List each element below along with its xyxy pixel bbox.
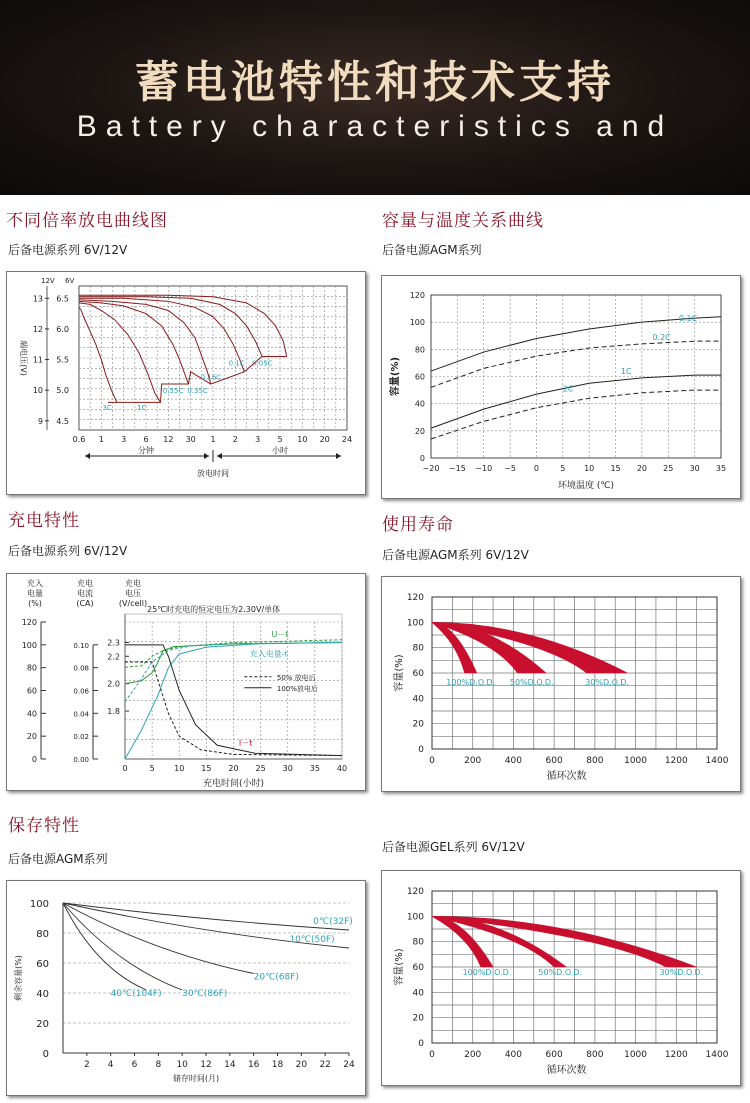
y-tick-label: 20 bbox=[36, 1019, 49, 1030]
discharge-chart bbox=[7, 272, 365, 494]
x-tick-label: 1400 bbox=[705, 1050, 729, 1060]
y-tick-12v: 10 bbox=[32, 386, 43, 396]
x-tick-label: 1200 bbox=[664, 1050, 688, 1060]
x-tick-label: 2 bbox=[232, 435, 238, 444]
y-tick-label: 60 bbox=[412, 963, 424, 973]
capacity-curve-100 bbox=[125, 643, 342, 759]
x-tick-label: 1000 bbox=[624, 1050, 648, 1060]
series-label: 30℃(86F) bbox=[182, 989, 228, 999]
x-tick-label: 800 bbox=[586, 756, 604, 766]
series-label: 40℃(104F) bbox=[110, 989, 162, 999]
y-tick-6v: 6.5 bbox=[56, 294, 69, 304]
y-tick-label: 80 bbox=[412, 643, 424, 654]
voltage-tick: 2.0 bbox=[107, 679, 120, 689]
y-tick-6v: 5.5 bbox=[56, 355, 69, 365]
x-tick-label: 600 bbox=[545, 1050, 563, 1060]
y-tick-label: 20 bbox=[414, 426, 425, 436]
series-label: 30%D.O.D. bbox=[585, 678, 629, 687]
series-label: 50%D.O.D. bbox=[509, 678, 554, 687]
y-tick-label: 0 bbox=[42, 1049, 49, 1060]
column-header: 电压 bbox=[125, 589, 141, 598]
legend-label: 100%放电后 bbox=[276, 684, 318, 693]
curve-label: 0.16C bbox=[200, 373, 222, 382]
x-tick-label: 1 bbox=[98, 435, 104, 444]
x-tick-label: 400 bbox=[504, 1050, 523, 1060]
x-group-label-minutes: 分钟 bbox=[138, 446, 154, 455]
column-header: 电量 bbox=[27, 589, 43, 598]
x-tick-label: 20 bbox=[319, 435, 330, 444]
x-tick-label: 35 bbox=[309, 764, 320, 773]
curve-label: U－t bbox=[271, 630, 289, 640]
y-axis-label: 容量(%) bbox=[390, 356, 401, 397]
capacity-tick: 40 bbox=[26, 709, 37, 719]
discharge-chart-panel bbox=[6, 271, 366, 495]
page-title: 蓄电池特性和技术支持 bbox=[135, 57, 615, 108]
capacity-tick: 0 bbox=[31, 755, 37, 764]
x-tick-label: 0 bbox=[429, 1050, 435, 1060]
series-label: 50%D.O.D. bbox=[538, 968, 583, 977]
x-tick-label: 30 bbox=[689, 464, 700, 473]
x-tick-label: 6 bbox=[131, 1060, 138, 1070]
legend-label: 50% 放电后 bbox=[276, 673, 316, 682]
capacity-temp-chart-panel bbox=[381, 275, 741, 499]
section-title-discharge: 不同倍率放电曲线图 bbox=[6, 211, 168, 231]
x-tick-label: 400 bbox=[504, 756, 523, 766]
y-tick-label: 120 bbox=[406, 593, 424, 603]
x-tick-label: 5 bbox=[560, 464, 566, 473]
capacity-tick: 100 bbox=[21, 640, 37, 650]
current-tick: 0.06 bbox=[73, 687, 89, 696]
y-tick-label: 100 bbox=[409, 318, 425, 328]
storage-chart-panel bbox=[6, 880, 366, 1096]
x-tick-label: 22 bbox=[319, 1060, 331, 1070]
x-tick-label: 15 bbox=[610, 464, 621, 473]
capacity-tick: 60 bbox=[26, 686, 37, 696]
page-subtitle: Battery characteristics and bbox=[76, 110, 674, 143]
voltage-tick: 1.8 bbox=[107, 707, 120, 717]
capacity-tick: 80 bbox=[26, 663, 37, 673]
x-tick-label: 1 bbox=[210, 435, 216, 444]
current-tick: 0.00 bbox=[73, 756, 89, 764]
voltage-tick: 2.3 bbox=[107, 638, 120, 648]
section-subtitle-life-gel: 后备电源GEL系列 6V/12V bbox=[382, 840, 525, 854]
curve-label: 0.1C bbox=[228, 359, 245, 368]
x-tick-label: 24 bbox=[341, 435, 353, 444]
x-tick-label: 25 bbox=[663, 464, 674, 473]
x-group-arrowhead bbox=[85, 453, 90, 459]
life-gel-chart-panel bbox=[381, 870, 741, 1086]
x-tick-label: 18 bbox=[271, 1060, 284, 1070]
x-tick-label: 5 bbox=[149, 764, 155, 773]
x-tick-label: 3 bbox=[121, 435, 127, 444]
column-header: (%) bbox=[28, 599, 42, 608]
y-tick-label: 60 bbox=[414, 372, 425, 382]
x-tick-label: 20 bbox=[636, 464, 648, 473]
life-gel-chart bbox=[382, 871, 740, 1085]
charge-chart-panel bbox=[6, 573, 366, 791]
charge-chart bbox=[7, 574, 365, 790]
x-tick-label: 2 bbox=[83, 1060, 90, 1070]
x-tick-label: 12 bbox=[163, 435, 174, 444]
x-tick-label: 5 bbox=[277, 435, 283, 444]
curve-2C bbox=[431, 390, 721, 439]
x-tick-label: 0 bbox=[533, 464, 540, 473]
y-tick-label: 80 bbox=[414, 345, 425, 355]
y-tick-label: 80 bbox=[36, 929, 49, 940]
section-title-storage: 保存特性 bbox=[8, 816, 80, 836]
section-title-life: 使用寿命 bbox=[382, 515, 454, 535]
y-tick-label: 80 bbox=[412, 937, 424, 948]
x-tick-label: 0 bbox=[429, 756, 435, 766]
capacity-tick: 120 bbox=[21, 618, 37, 627]
x-tick-label: 8 bbox=[155, 1060, 162, 1070]
voltage-tick: 2.2 bbox=[107, 652, 120, 662]
x-tick-label: 600 bbox=[545, 756, 563, 766]
y-tick-label: 40 bbox=[412, 694, 424, 705]
current-tick: 0.10 bbox=[73, 641, 89, 650]
section-subtitle-charge: 后备电源系列 6V/12V bbox=[8, 544, 128, 558]
series-label: 0℃(32F) bbox=[313, 917, 353, 927]
section-subtitle-capacity-temp: 后备电源AGM系列 bbox=[382, 243, 482, 257]
curve-label: 0.05C bbox=[252, 359, 273, 368]
storage-curve bbox=[63, 903, 146, 990]
section-title-capacity-temp: 容量与温度关系曲线 bbox=[382, 211, 544, 231]
y-tick-label: 40 bbox=[412, 988, 424, 999]
y-tick-label: 40 bbox=[36, 989, 49, 1000]
series-label: 100%D.O.D. bbox=[462, 968, 512, 977]
x-tick-label: 20 bbox=[228, 764, 239, 773]
y-header-12v: 12V bbox=[41, 277, 55, 285]
curve-label: 0.1C bbox=[678, 313, 698, 323]
life-chart-panel bbox=[381, 576, 741, 792]
series-label: 10℃(50F) bbox=[289, 935, 335, 945]
y-axis-label: 容量(%) bbox=[394, 948, 405, 986]
section-subtitle-life: 后备电源AGM系列 6V/12V bbox=[382, 548, 529, 562]
x-axis-label: 充电时间(小时) bbox=[202, 779, 265, 789]
header-banner bbox=[0, 0, 750, 195]
capacity-tick: 20 bbox=[26, 732, 37, 742]
x-tick-label: 16 bbox=[247, 1060, 260, 1070]
y-tick-6v: 5.0 bbox=[56, 386, 69, 396]
storage-curve bbox=[63, 903, 349, 930]
chart-annotation: 25℃时充电的恒定电压为2.30V/单体 bbox=[147, 605, 281, 614]
x-tick-label: 25 bbox=[255, 764, 266, 773]
column-header: 充电 bbox=[125, 579, 141, 588]
curve-label: 充入电量-t bbox=[249, 649, 288, 659]
x-tick-label: 14 bbox=[224, 1060, 236, 1070]
x-tick-label: 30 bbox=[282, 764, 293, 773]
discharge-curve-3C bbox=[79, 307, 117, 402]
column-header: (CA) bbox=[76, 599, 94, 608]
curve-1C bbox=[431, 375, 721, 428]
section-title-charge: 充电特性 bbox=[8, 511, 80, 531]
curve-label: I－t bbox=[238, 738, 253, 748]
x-tick-label: 1000 bbox=[624, 756, 648, 766]
x-tick-label: −15 bbox=[448, 464, 466, 473]
curve-label: 0.35C bbox=[187, 387, 208, 396]
x-tick-label: 12 bbox=[200, 1060, 212, 1070]
discharge-curve-0.35C bbox=[79, 300, 211, 384]
curve-label: 1C bbox=[620, 366, 632, 376]
x-axis-label: 放电时间 bbox=[197, 469, 229, 478]
y-tick-6v: 6.0 bbox=[56, 324, 69, 334]
y-tick-label: 100 bbox=[406, 912, 424, 923]
curve-label: 0.55C bbox=[162, 387, 184, 396]
curve-0.1C bbox=[431, 317, 721, 371]
x-tick-label: 35 bbox=[715, 464, 727, 473]
y-tick-12v: 13 bbox=[32, 294, 43, 304]
x-tick-label: 1400 bbox=[705, 756, 729, 766]
y-tick-label: 120 bbox=[406, 887, 424, 897]
y-tick-label: 120 bbox=[409, 291, 425, 300]
y-axis-label: 容量(%) bbox=[394, 654, 405, 692]
life-chart bbox=[382, 577, 740, 791]
x-tick-label: 3 bbox=[255, 435, 261, 444]
x-tick-label: 200 bbox=[464, 756, 482, 766]
discharge-curve-1C bbox=[79, 303, 161, 403]
series-label: 20℃(68F) bbox=[253, 972, 299, 983]
discharge-curve-0.16C bbox=[79, 298, 244, 372]
capacity-temp-chart bbox=[382, 276, 740, 498]
x-tick-label: 10 bbox=[174, 764, 185, 773]
x-tick-label: −20 bbox=[422, 464, 440, 473]
y-tick-12v: 11 bbox=[32, 355, 43, 365]
x-tick-label: 24 bbox=[343, 1060, 355, 1070]
y-tick-label: 0 bbox=[418, 745, 424, 755]
x-tick-label: −5 bbox=[504, 464, 516, 473]
x-tick-label: 4 bbox=[107, 1060, 114, 1070]
y-header-6v: 6V bbox=[65, 277, 75, 285]
y-tick-label: 100 bbox=[29, 899, 49, 910]
current-tick: 0.08 bbox=[73, 664, 89, 673]
curve-label: 1C bbox=[137, 404, 147, 413]
series-label: 100%D.O.D. bbox=[446, 678, 496, 687]
x-tick-label: 30 bbox=[185, 435, 196, 444]
y-tick-label: 0 bbox=[419, 454, 425, 463]
x-tick-label: 10 bbox=[176, 1060, 188, 1070]
x-axis-label: 循环次数 bbox=[546, 1065, 587, 1076]
x-tick-label: 1200 bbox=[664, 756, 688, 766]
y-tick-label: 100 bbox=[406, 618, 424, 629]
column-header: (V/cell) bbox=[118, 599, 148, 608]
x-tick-label: 0 bbox=[122, 764, 128, 773]
y-tick-12v: 9 bbox=[37, 416, 43, 426]
x-tick-label: 0.6 bbox=[72, 435, 86, 444]
curve-label: 3C bbox=[102, 404, 112, 413]
y-tick-label: 0 bbox=[418, 1039, 424, 1049]
x-tick-label: 200 bbox=[464, 1050, 482, 1060]
y-axis-label: 端电压(V) bbox=[19, 340, 28, 376]
curve-label: 0.2C bbox=[652, 332, 671, 342]
x-axis-label: 循环次数 bbox=[546, 771, 587, 782]
x-tick-label: 15 bbox=[201, 764, 212, 773]
x-group-arrowhead bbox=[217, 453, 222, 459]
y-tick-label: 60 bbox=[412, 669, 424, 679]
y-tick-label: 20 bbox=[412, 719, 424, 730]
current-tick: 0.04 bbox=[73, 710, 89, 719]
x-group-arrowhead bbox=[336, 453, 341, 459]
section-subtitle-discharge: 后备电源系列 6V/12V bbox=[8, 243, 128, 257]
curve-label: 2C bbox=[562, 384, 574, 394]
section-subtitle-storage: 后备电源AGM系列 bbox=[8, 852, 108, 866]
current-tick: 0.02 bbox=[73, 733, 89, 742]
y-tick-label: 60 bbox=[36, 959, 49, 970]
x-tick-label: 20 bbox=[295, 1060, 308, 1070]
y-axis-label: 剩余容量(%) bbox=[14, 955, 23, 1001]
storage-chart bbox=[7, 881, 365, 1095]
x-tick-label: 10 bbox=[297, 435, 308, 444]
x-axis-label: 储存时间(月) bbox=[172, 1074, 220, 1083]
y-tick-12v: 12 bbox=[32, 324, 43, 334]
x-axis-label: 环境温度 (℃) bbox=[558, 481, 614, 491]
column-header: 充电 bbox=[77, 579, 93, 588]
y-tick-6v: 4.5 bbox=[56, 416, 69, 426]
x-tick-label: 800 bbox=[586, 1050, 604, 1060]
y-tick-label: 40 bbox=[414, 399, 425, 409]
curve-0.2C bbox=[431, 341, 721, 387]
y-tick-label: 20 bbox=[412, 1013, 424, 1024]
column-header: 电流 bbox=[77, 589, 93, 598]
x-tick-label: −10 bbox=[475, 464, 493, 473]
column-header: 充入 bbox=[27, 579, 43, 588]
series-label: 30%D.O.D. bbox=[659, 968, 704, 977]
x-tick-label: 6 bbox=[143, 435, 149, 444]
x-tick-label: 40 bbox=[336, 764, 348, 773]
x-group-label-hours: 小时 bbox=[272, 446, 288, 455]
x-tick-label: 10 bbox=[584, 464, 595, 473]
x-group-arrowhead bbox=[204, 453, 209, 459]
